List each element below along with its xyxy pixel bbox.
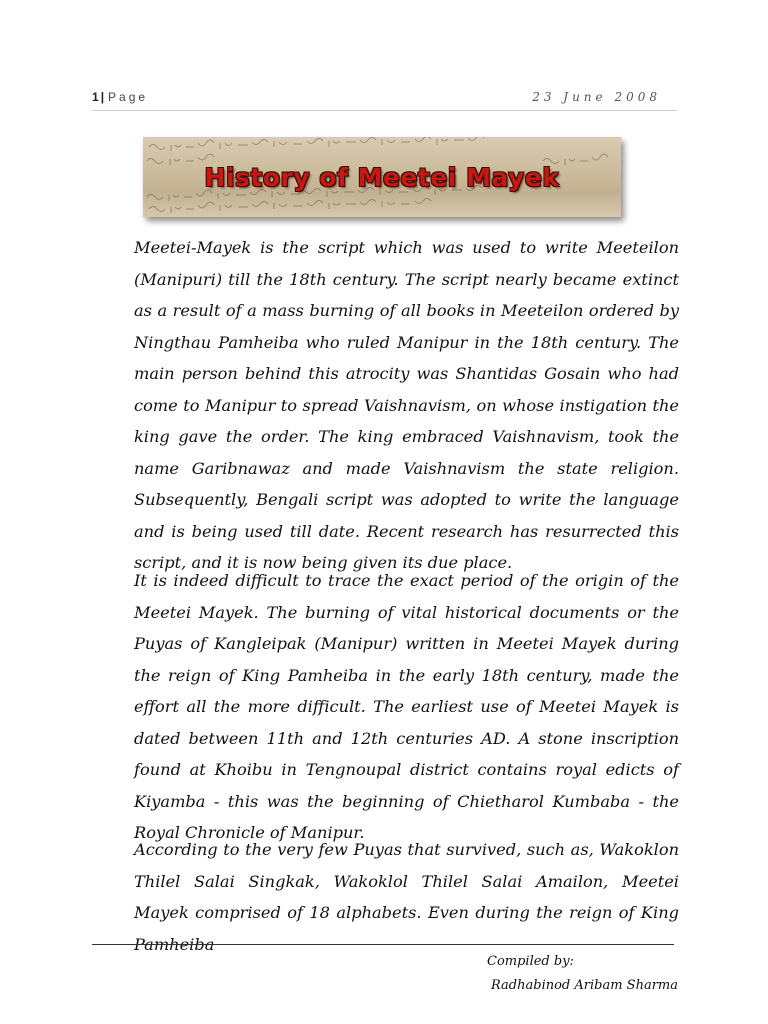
paragraph-3: According to the very few Puyas that survived, such as, Wakoklon Thilel Salai Singkak, Wakoklol Thilel Salai Amailon, Meetei Mayek comprised of 18 alphabets. Even during the reign of King Pamheiba bbox=[134, 840, 679, 954]
paragraph-1: Meetei-Mayek is the script which was used to write Meeteilon (Manipuri) till the 18th century. The script nearly became extinct as a result of a mass burning of all books in Meeteilon ordered by Ningthau Pamheiba who ruled Manipur in the 18th century. The main person behind this atrocity was Shantidas Gosain who had come to Manipur to spread Vaishnavism, on whose instigation the king gave the order. The king embraced Vaishnavism, took the name Garibnawaz and made Vaishnavism the state religion. Subsequently, Bengali script was adopted to write the language and is being used till date. Recent research has resurrected this script, and it is now being given its due place. bbox=[134, 238, 679, 572]
banner-title: History of Meetei Mayek bbox=[204, 163, 560, 192]
page-number: 1 bbox=[92, 90, 100, 104]
footer-divider bbox=[92, 944, 674, 945]
compiler-name: Radhabinod Aribam Sharma bbox=[490, 978, 678, 993]
compiled-by-label: Compiled by: bbox=[487, 954, 574, 969]
page-separator: | bbox=[100, 90, 106, 104]
header-date: 23 June 2008 bbox=[532, 90, 661, 104]
page-number-label bbox=[92, 90, 148, 104]
title-banner-image bbox=[143, 137, 621, 217]
page-header bbox=[92, 90, 677, 111]
page-word: Page bbox=[108, 90, 149, 104]
paragraph-2: It is indeed difficult to trace the exact period of the origin of the Meetei Mayek. The burning of vital historical documents or the Puyas of Kangleipak (Manipur) written in Meetei Mayek during the reign of King Pamheiba in the early 18th century, made the effort all the more difficult. The earliest use of Meetei Mayek is dated between 11th and 12th centuries AD. A stone inscription found at Khoibu in Tengnoupal district contains royal edicts of Kiyamba - this was the beginning of Chietharol Kumbaba - the Royal Chronicle of Manipur. bbox=[134, 571, 679, 842]
